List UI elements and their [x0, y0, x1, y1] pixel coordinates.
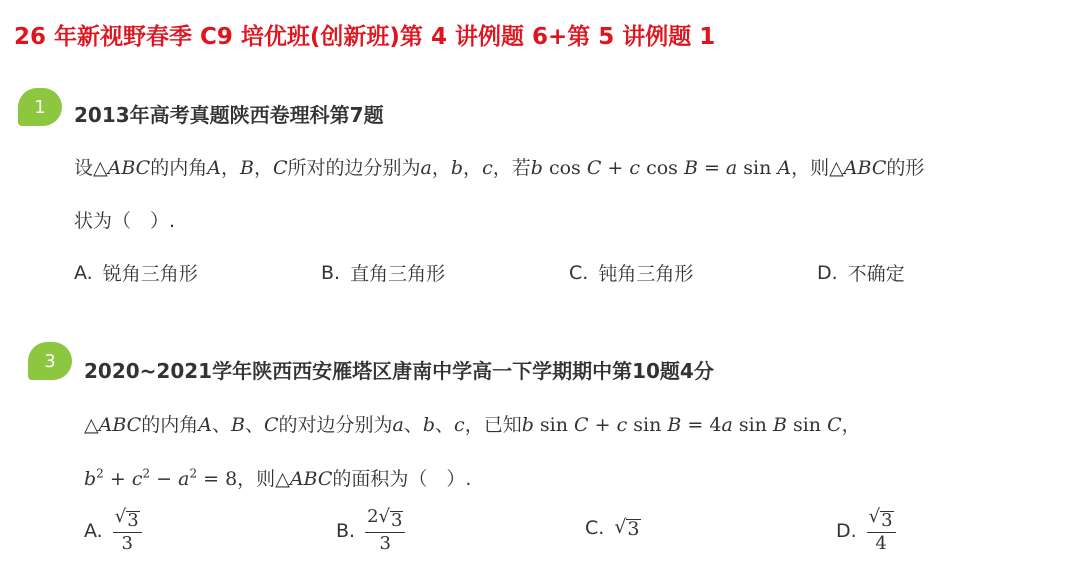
page-header-title: 26 年新视野春季 C9 培优班(创新班)第 4 讲例题 6+第 5 讲例题 1	[14, 24, 716, 50]
option-c[interactable]: C. √ 3	[585, 516, 640, 540]
square-root: √ 3	[614, 516, 640, 540]
fraction: √ 3 4	[867, 508, 896, 554]
question-number-badge: 3	[28, 342, 72, 380]
option-a[interactable]: A. 锐角三角形	[74, 261, 198, 285]
question-source: 2013年高考真题陕西卷理科第7题	[74, 103, 384, 127]
question-stem-line-2: $b^2 + c^2 - a^2 = 8$，则△ABC的面积为（ ）.	[84, 466, 472, 490]
fraction: 2 √ 3 3	[365, 508, 405, 554]
option-d[interactable]: D. 不确定	[817, 261, 905, 285]
option-d[interactable]: D. √ 3 4	[836, 508, 896, 554]
question-source: 2020~2021学年陕西西安雁塔区唐南中学高一下学期期中第10题4分	[84, 359, 714, 383]
option-b[interactable]: B. 2 √ 3 3	[336, 508, 405, 554]
question-stem-line-2: 状为（ ）.	[74, 210, 176, 232]
option-a[interactable]: A. √ 3 3	[84, 508, 142, 554]
question-stem-line-1: △ABC的内角A、B、C的对边分别为a、b、c，已知b sin C + c sin B = 4a sin B sin C，	[84, 414, 861, 436]
fraction: √ 3 3	[113, 508, 142, 554]
option-b[interactable]: B. 直角三角形	[321, 261, 446, 285]
option-c[interactable]: C. 钝角三角形	[569, 261, 694, 285]
question-stem-line-1: 设△ABC的内角A，B，C所对的边分别为a，b，c，若b cos C + c cos B = a sin A，则△ABC的形	[74, 157, 925, 179]
question-number-badge: 1	[18, 88, 62, 126]
